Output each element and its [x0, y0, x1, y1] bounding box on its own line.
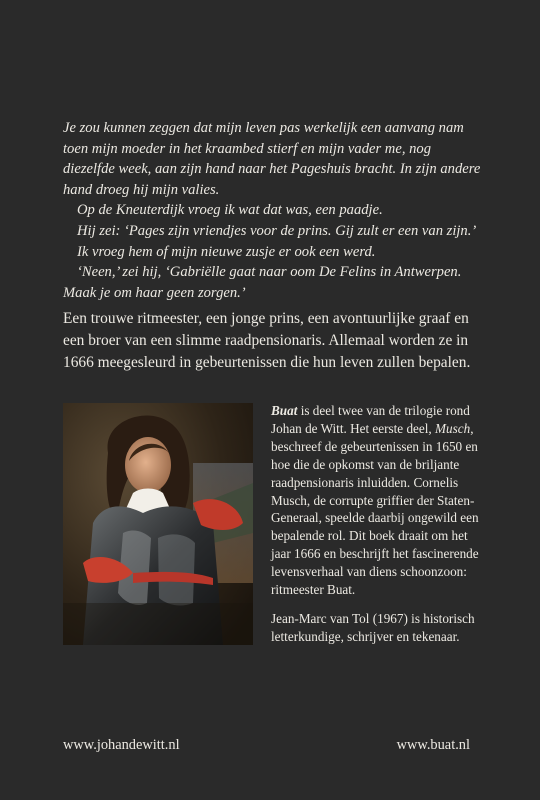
blurb-paragraph: Een trouwe ritmeester, een jonge prins, een avontuurlijke graaf en een broer van een slimme raadpensionaris. Allemaal worden ze in 1666 meegesleurd in gebeurtenissen die hun leven zullen bepalen.	[63, 310, 471, 371]
bio-paragraph	[271, 402, 486, 599]
bio-text: is deel twee van de trilogie rond Johan de Witt. Het eerste deel,	[271, 403, 470, 436]
excerpt-paragraph: Ik vroeg hem of mijn nieuwe zusje er ook een werd.	[77, 243, 376, 260]
bio-paragraph: Jean-Marc van Tol (1967) is historisch letterkundige, schrijver en tekenaar.	[271, 610, 475, 644]
excerpt-paragraph: Hij zei: ‘Pages zijn vriendjes voor de prins. Gij zult er een van zijn.’	[77, 222, 477, 239]
portrait-image	[63, 403, 253, 645]
excerpt-paragraph: Je zou kunnen zeggen dat mijn leven pas werkelijk een aanvang nam toen mijn moeder in het kraambed stierf en mijn vader me, nog diezelfde week, aan zijn hand naar het Pageshuis bracht. In zijn andere hand droeg hij mijn valies.	[63, 120, 481, 198]
author-bio	[271, 402, 486, 657]
excerpt-paragraph: Op de Kneuterdijk vroeg ik wat dat was, een paadje.	[77, 202, 383, 219]
bio-text: , beschreef de gebeurtenissen in 1650 en hoe die de opkomst van de briljante raadpensionaris inluidden. Cornelis Musch, de corrupte griffier der Staten-Generaal, speelde daarbij ongewild een bepalende rol. Dit boek draait om het jaar 1666 en beschrijft het fascinerende levensverhaal van diens schoonzoon: ritmeester Buat.	[271, 420, 479, 598]
excerpt-paragraph: ‘Neen,’ zei hij, ‘Gabriëlle gaat naar oom De Felins in Antwerpen. Maak je om haar geen zorgen.’	[63, 264, 462, 301]
previous-book-title: Musch	[435, 420, 471, 436]
blurb-text	[63, 308, 483, 373]
portrait-painting	[63, 403, 253, 645]
excerpt-text	[63, 118, 483, 303]
book-title: Buat	[271, 403, 298, 418]
website-link-buat[interactable]: www.buat.nl	[396, 737, 470, 753]
website-link-johandewitt[interactable]: www.johandewitt.nl	[63, 737, 180, 753]
